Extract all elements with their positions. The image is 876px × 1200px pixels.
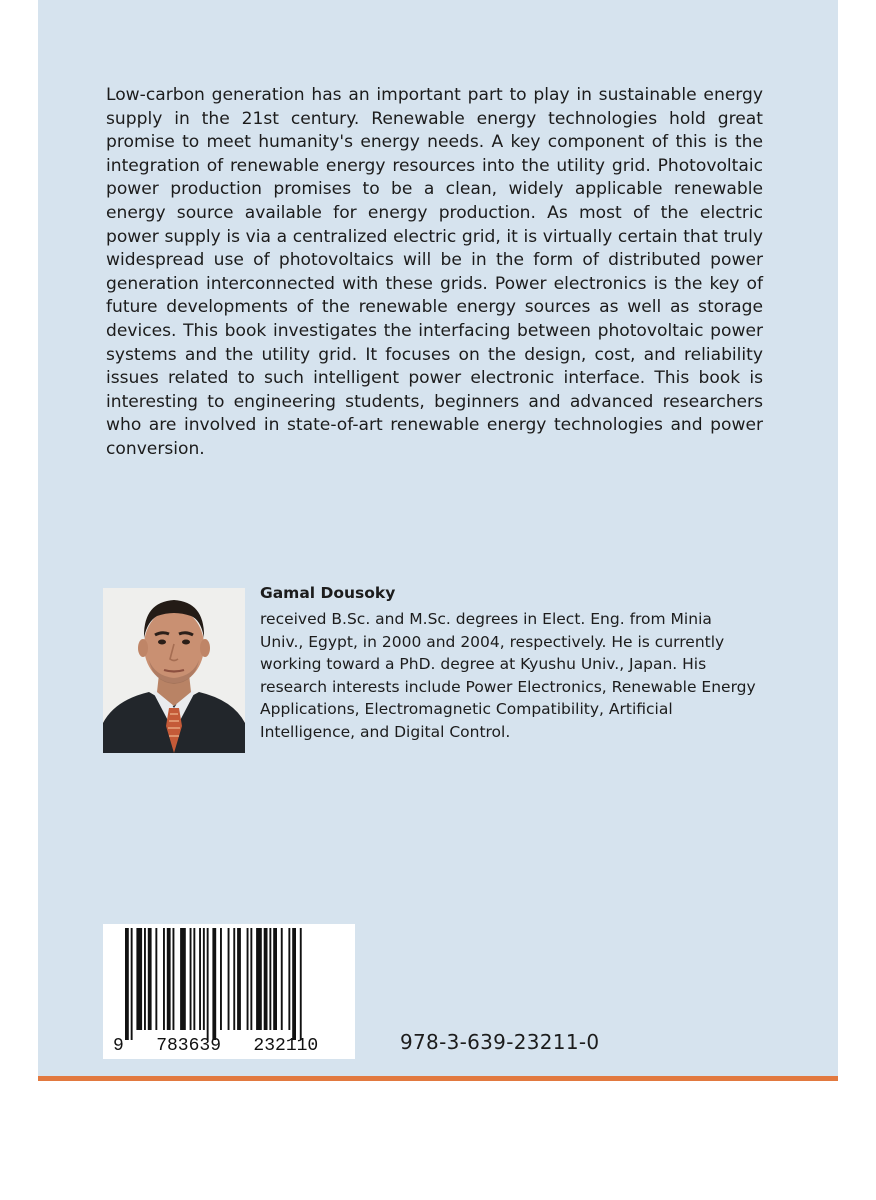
barcode-bar bbox=[144, 928, 146, 1030]
barcode-bar bbox=[220, 928, 222, 1030]
barcode-bar bbox=[269, 928, 271, 1030]
isbn-barcode bbox=[103, 924, 355, 1059]
barcode-bar bbox=[256, 928, 262, 1030]
barcode-bar bbox=[199, 928, 201, 1030]
barcode-bar bbox=[203, 928, 205, 1030]
barcode-bar bbox=[233, 928, 235, 1030]
barcode-digits: 9 783639 232110 bbox=[113, 1036, 319, 1056]
barcode-bar bbox=[207, 928, 209, 1040]
author-photo bbox=[103, 588, 245, 753]
barcode-bar bbox=[281, 928, 283, 1030]
book-description: Low-carbon generation has an important part to play in sustainable energy supply in the 21st century. Renewable energy technologies hold great promise to meet humanity's energy needs. A key component of this is the integration of renewable energy resources into the utility grid. Photovoltaic power production promises to be a clean, widely applicable renewable energy source available for energy production. As most of the electric power supply is via a centralized electric grid, it is virtually certain that truly widespread use of photovoltaics will be in the form of distributed power generation interconnected with these grids. Power electronics is the key of future developments of the renewable energy sources as well as storage devices. This book investigates the interfacing between photovoltaic power systems and the utility grid. It focuses on the design, cost, and reliability issues related to such intelligent power electronic interface. This book is interesting to engineering students, beginners and advanced researchers who are involved in state-of-art renewable energy technologies and power conversion. bbox=[106, 85, 763, 459]
barcode-bar bbox=[173, 928, 175, 1030]
barcode-bar bbox=[212, 928, 216, 1040]
barcode-bar bbox=[250, 928, 252, 1030]
barcode-bar bbox=[163, 928, 165, 1030]
barcode-bar bbox=[273, 928, 277, 1030]
barcode-bar bbox=[237, 928, 241, 1030]
barcode-bar bbox=[288, 928, 290, 1030]
barcode-bar bbox=[131, 928, 133, 1040]
barcode-bar bbox=[292, 928, 296, 1040]
barcode-bar bbox=[136, 928, 142, 1030]
barcode-bar bbox=[193, 928, 195, 1030]
barcode-bar bbox=[167, 928, 171, 1030]
barcode-bar bbox=[148, 928, 152, 1030]
accent-rule bbox=[38, 1076, 838, 1081]
barcode-bar bbox=[190, 928, 192, 1030]
author-bio: received B.Sc. and M.Sc. degrees in Elect. Eng. from Minia Univ., Egypt, in 2000 and 2004, respectively. He is currently working toward a PhD. degree at Kyushu Univ., Japan. His research interests include Power Electronics, Renewable Energy Applications, Electromagnetic Compatibility, Artificial Intelligence, and Digital Control. bbox=[260, 610, 756, 741]
barcode-bar bbox=[247, 928, 249, 1030]
barcode-bar bbox=[264, 928, 268, 1030]
barcode-bar bbox=[155, 928, 157, 1030]
isbn-number: 978-3-639-23211-0 bbox=[400, 1030, 600, 1054]
barcode-bars bbox=[125, 928, 302, 1040]
barcode-bar bbox=[125, 928, 129, 1040]
barcode-bar bbox=[180, 928, 186, 1030]
barcode-bar bbox=[300, 928, 302, 1040]
author-name: Gamal Dousoky bbox=[260, 584, 396, 602]
barcode-bar bbox=[228, 928, 230, 1030]
